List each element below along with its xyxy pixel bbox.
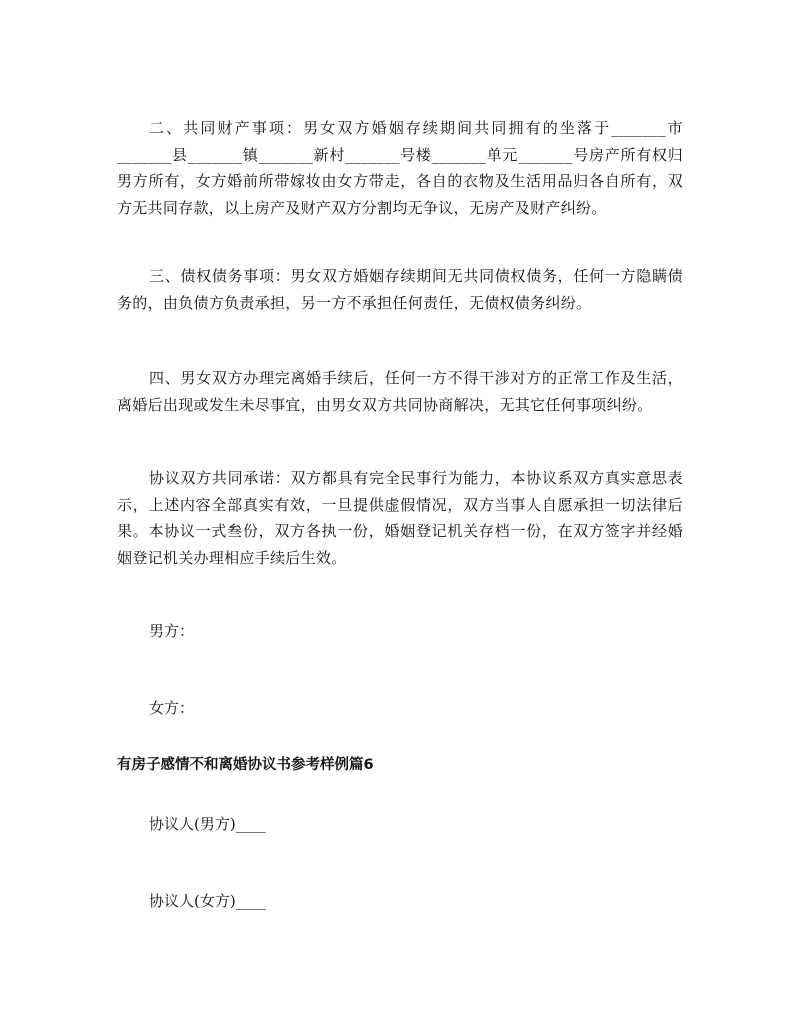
party-male-line: 协议人(男方)____ bbox=[149, 815, 266, 833]
signature-male-label: 男方： bbox=[149, 622, 195, 640]
signature-female-label: 女方： bbox=[149, 699, 195, 717]
paragraph-commitment: 协议双方共同承诺：双方都具有完全民事行为能力，本协议系双方真实意思表示，上述内容全部真实有效，一旦提供虚假情况，双方当事人自愿承担一切法律后果。本协议一式叁份，双方各执一份，婚姻登记机关存档一份，在双方签字并经婚姻登记机关办理相应手续后生效。 bbox=[117, 469, 683, 567]
paragraph-debts: 三、债权债务事项：男女双方婚姻存续期间无共同债权债务，任何一方隐瞒债务的，由负债方负责承担，另一方不承担任何责任，无债权债务纠纷。 bbox=[117, 267, 683, 312]
paragraph-post-divorce: 四、男女双方办理完离婚手续后，任何一方不得干涉对方的正常工作及生活，离婚后出现或发生未尽事宜，由男女双方共同协商解决，无其它任何事项纠纷。 bbox=[117, 369, 683, 414]
section-heading: 有房子感情不和离婚协议书参考样例篇6 bbox=[117, 757, 374, 773]
party-female-line: 协议人(女方)____ bbox=[149, 892, 266, 910]
paragraph-joint-property: 二、共同财产事项：男女双方婚姻存续期间共同拥有的坐落于_______市_______县_______镇_______新村_______号楼_______单元_______号房产所有权归男方所有，女方婚前所带嫁妆由女方带走，各自的衣物及生活用品归各自所有，双方无共同存款，以上房产及财产双方分割均无争议，无房产及财产纠纷。 bbox=[117, 119, 683, 217]
